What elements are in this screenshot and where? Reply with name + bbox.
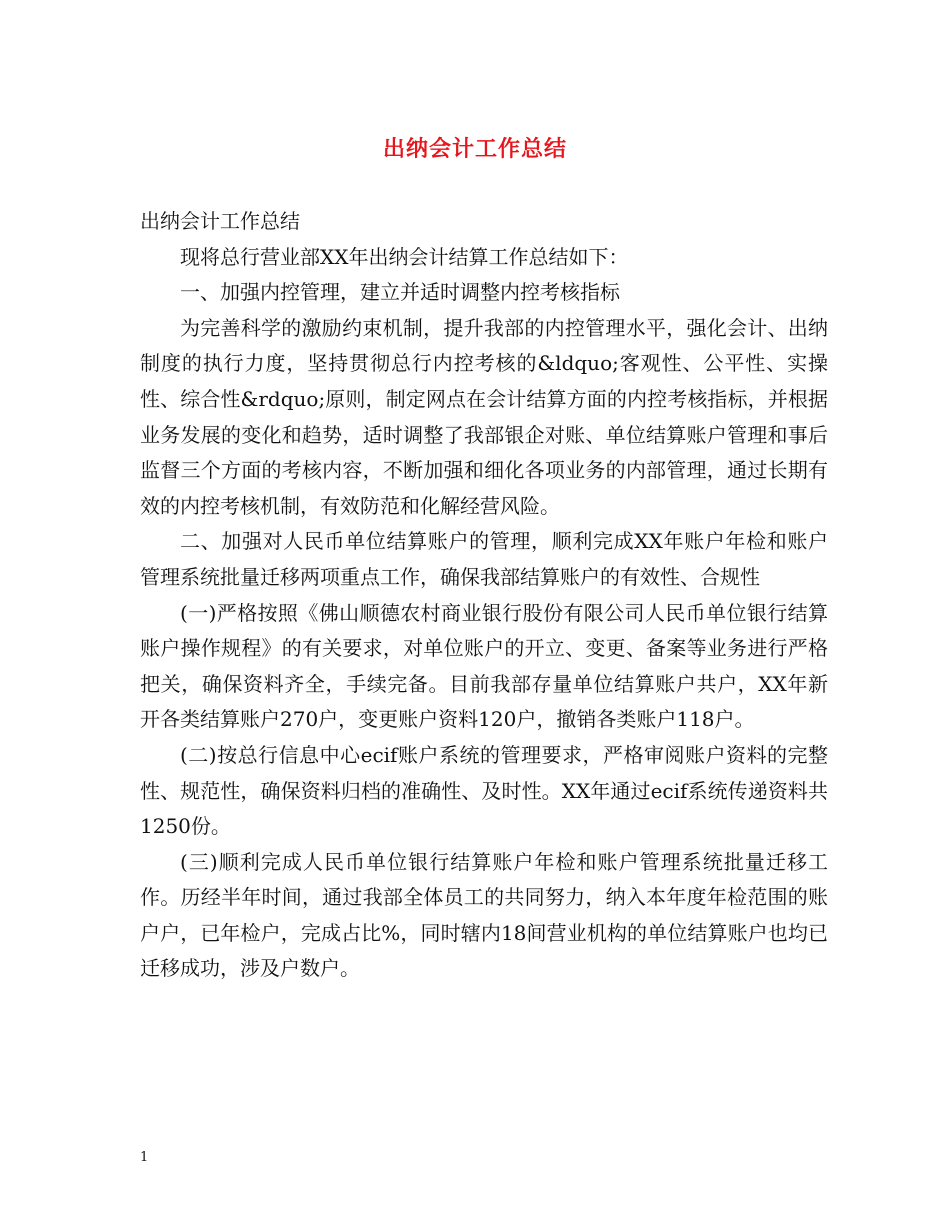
paragraph-item-3: (三)顺利完成人民币单位银行结算账户年检和账户管理系统批量迁移工作。历经半年时间，通过我部全体员工的共同努力，纳入本年度年检范围的账户户，已年检户，完成占比%，同时辖内18间营业机构的单位结算账户也均已迁移成功，涉及户数户。 (140, 849, 828, 981)
document-body (140, 204, 828, 987)
page-number: 1 (140, 1150, 149, 1165)
body-heading: 出纳会计工作总结 (140, 209, 300, 233)
paragraph-item-1: (一)严格按照《佛山顺德农村商业银行股份有限公司人民币单位银行结算账户操作规程》的有关要求，对单位账户的开立、变更、备案等业务进行严格把关，确保资料齐全，手续完备。目前我部存量单位结算账户共户，XX年新开各类结算账户270户，变更账户资料120户，撤销各类账户118户。 (140, 600, 828, 732)
section-heading-1: 一、加强内控管理，建立并适时调整内控考核指标 (180, 280, 620, 305)
paragraph-item-2: (二)按总行信息中心ecif账户系统的管理要求，严格审阅账户资料的完整性、规范性，确保资料归档的准确性、及时性。XX年通过ecif系统传递资料共1250份。 (140, 742, 828, 839)
document-title: 出纳会计工作总结 (382, 136, 567, 162)
section-heading-2: 二、加强对人民币单位结算账户的管理，顺利完成XX年账户年检和账户管理系统批量迁移两项重点工作，确保我部结算账户的有效性、合规性 (140, 529, 828, 589)
paragraph-internal-control: 为完善科学的激励约束机制，提升我部的内控管理水平，强化会计、出纳制度的执行力度，坚持贯彻总行内控考核的&ldquo;客观性、公平性、实操性、综合性&rdquo;原则，制定网点在会计结算方面的内控考核指标，并根据业务发展的变化和趋势，适时调整了我部银企对账、单位结算账户管理和事后监督三个方面的考核内容，不断加强和细化各项业务的内部管理，通过长期有效的内控考核机制，有效防范和化解经营风险。 (140, 315, 828, 518)
paragraph-intro: 现将总行营业部XX年出纳会计结算工作总结如下： (180, 244, 629, 269)
